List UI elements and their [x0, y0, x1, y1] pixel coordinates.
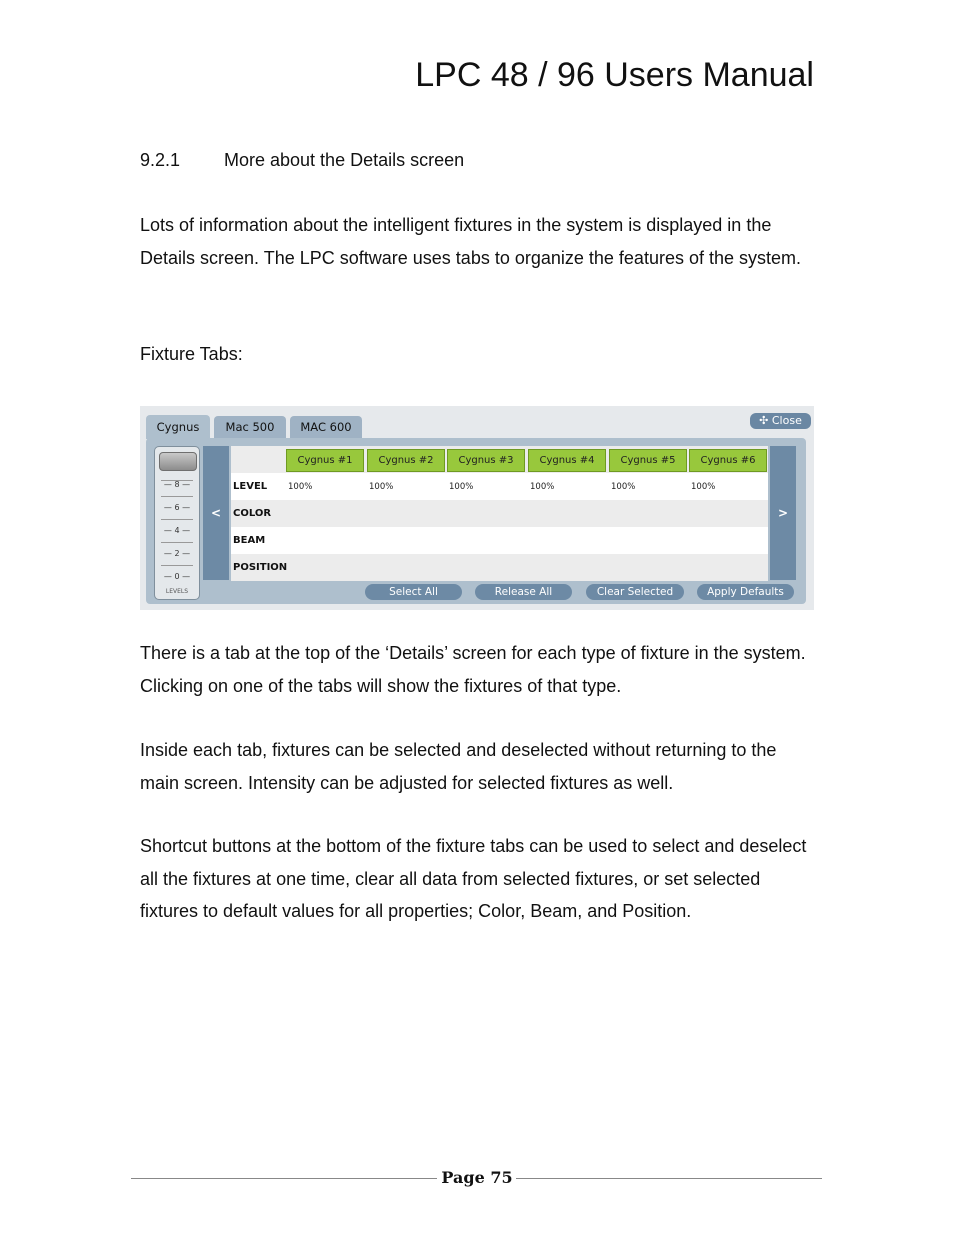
select-all-button[interactable]: Select All	[365, 584, 462, 600]
level-value[interactable]: 100%	[691, 482, 716, 492]
fader-tickline	[161, 519, 193, 520]
intro-paragraph: Lots of information about the intelligent fixtures in the system is displayed in the Details screen. The LPC software uses tabs to organize the features of the system.	[140, 215, 801, 268]
tab-mac-500[interactable]: Mac 500	[214, 416, 286, 438]
fixture-button-cygnus-3[interactable]: Cygnus #3	[447, 449, 525, 472]
page-number: Page 75	[441, 1168, 513, 1187]
shortcut-paragraph: Shortcut buttons at the bottom of the fixture tabs can be used to select and deselect all the fixtures at one time, clear all data from selected fixtures, or set selected fixtures to default values for all properties; Color, Beam, and Position.	[140, 836, 807, 921]
tab-mac-600[interactable]: MAC 600	[290, 416, 362, 438]
fader-label: LEVELS	[165, 588, 189, 595]
close-button[interactable]	[750, 413, 811, 429]
fader-tickline	[161, 565, 193, 566]
next-arrow-button[interactable]: >	[770, 446, 796, 580]
beam-row	[231, 527, 768, 554]
fixture-button-cygnus-6[interactable]: Cygnus #6	[689, 449, 767, 472]
tab-cygnus[interactable]: Cygnus	[146, 415, 210, 439]
fixture-button-cygnus-2[interactable]: Cygnus #2	[367, 449, 445, 472]
fader-tick: — 2 —	[163, 549, 191, 558]
clear-selected-button[interactable]: Clear Selected	[586, 584, 684, 600]
level-value[interactable]: 100%	[611, 482, 636, 492]
footer-rule-right	[516, 1178, 822, 1179]
prev-arrow-button[interactable]: <	[203, 446, 229, 580]
section-title: More about the Details screen	[224, 150, 465, 170]
fixture-header-row	[231, 446, 768, 473]
fixture-button-cygnus-5[interactable]: Cygnus #5	[609, 449, 687, 472]
fader-tick: — 8 —	[163, 480, 191, 489]
selection-paragraph: Inside each tab, fixtures can be selected and deselected without returning to the main screen. Intensity can be adjusted for selected fixtures as well.	[140, 740, 777, 793]
details-screenshot	[140, 406, 814, 610]
level-value[interactable]: 100%	[449, 482, 474, 492]
fader-knob[interactable]	[159, 452, 197, 471]
level-value[interactable]: 100%	[369, 482, 394, 492]
level-fader[interactable]	[154, 446, 200, 600]
row-label-position: POSITION	[233, 562, 288, 573]
close-icon: ✣	[759, 414, 772, 427]
tabs-paragraph: There is a tab at the top of the ‘Details’ screen for each type of fixture in the system. Clicking on one of the tabs will show the fixtures of that type.	[140, 643, 806, 696]
row-label-level: LEVEL	[233, 481, 268, 492]
fixture-grid	[231, 446, 768, 580]
close-label: Close	[771, 414, 802, 427]
row-label-beam: BEAM	[233, 535, 266, 546]
fixture-button-cygnus-4[interactable]: Cygnus #4	[528, 449, 606, 472]
row-label-color: COLOR	[233, 508, 272, 519]
level-value[interactable]: 100%	[530, 482, 555, 492]
fader-tickline	[161, 542, 193, 543]
level-value[interactable]: 100%	[288, 482, 313, 492]
section-number: 9.2.1	[140, 150, 181, 170]
fader-tickline	[161, 496, 193, 497]
position-row	[231, 554, 768, 581]
level-row	[231, 473, 768, 500]
fader-tick: — 6 —	[163, 503, 191, 512]
fader-tick: — 0 —	[163, 572, 191, 581]
fixture-button-cygnus-1[interactable]: Cygnus #1	[286, 449, 364, 472]
fader-tick: — 4 —	[163, 526, 191, 535]
section-heading	[140, 150, 464, 171]
color-row	[231, 500, 768, 527]
page-header-title: LPC 48 / 96 Users Manual	[415, 56, 814, 94]
apply-defaults-button[interactable]: Apply Defaults	[697, 584, 794, 600]
fixture-tabs-label: Fixture Tabs:	[140, 344, 243, 364]
release-all-button[interactable]: Release All	[475, 584, 572, 600]
